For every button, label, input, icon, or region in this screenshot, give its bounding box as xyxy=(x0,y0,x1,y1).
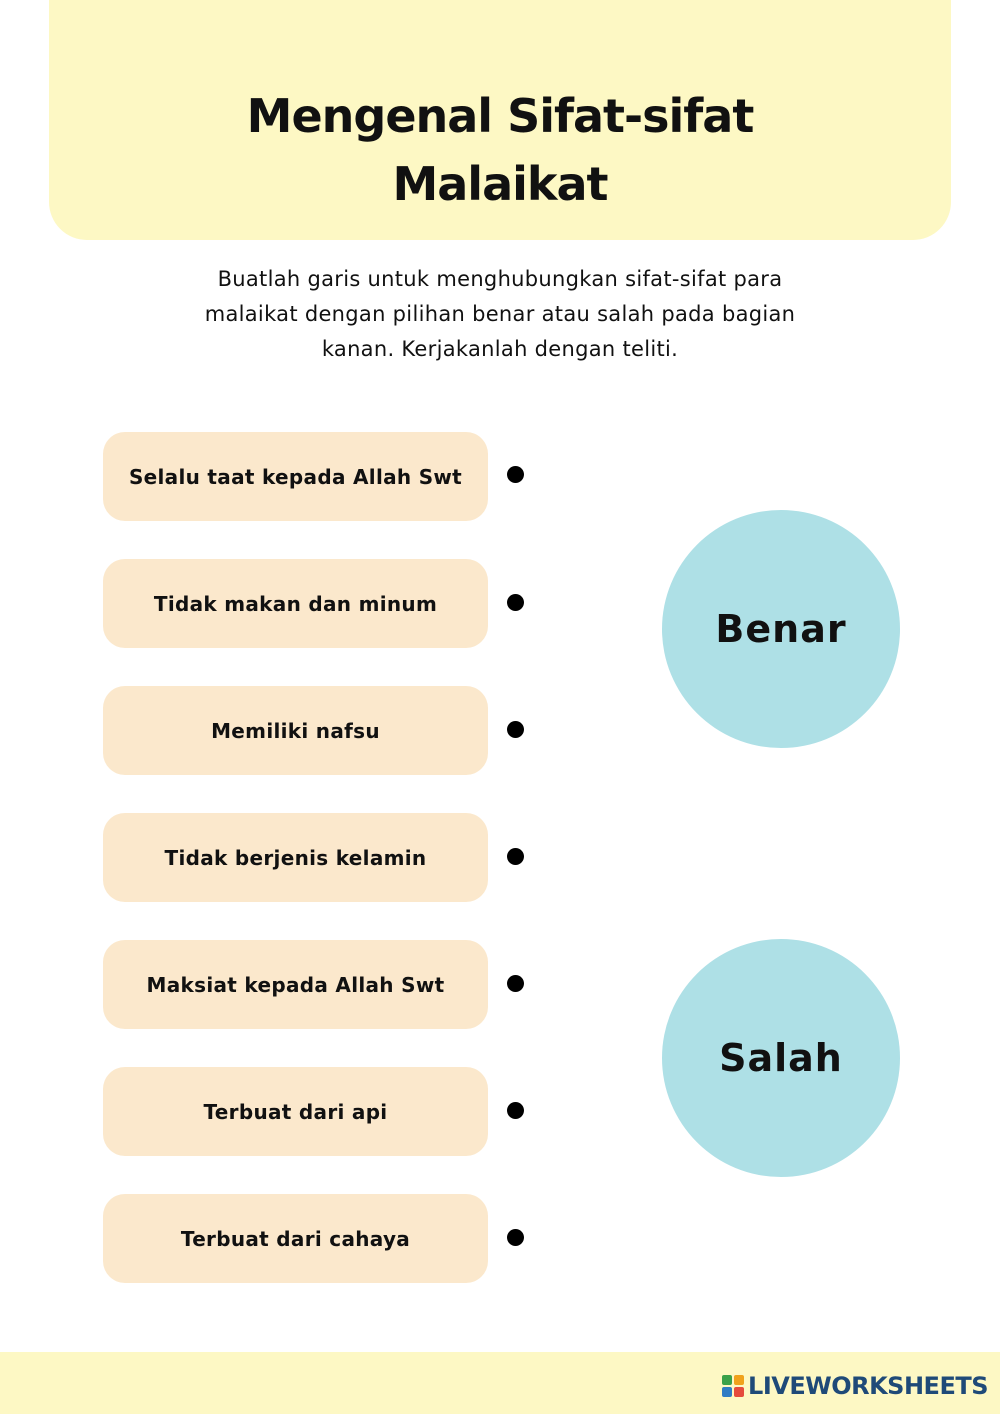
statement-card-2 xyxy=(103,559,488,648)
page-title-line-1: Mengenal Sifat-sifat xyxy=(246,89,754,143)
instructions-line-3: kanan. Kerjakanlah dengan teliti. xyxy=(321,337,679,361)
statement-card-5 xyxy=(103,940,488,1029)
instructions-line-2: malaikat dengan pilihan benar atau salah pada bagian xyxy=(204,302,796,326)
brand-name: LIVEWORKSHEETS xyxy=(748,1372,988,1400)
statement-dot-4[interactable] xyxy=(507,848,524,865)
statement-label: Maksiat kepada Allah Swt xyxy=(146,972,445,997)
statement-label: Tidak makan dan minum xyxy=(153,591,438,616)
statement-dot-2[interactable] xyxy=(507,594,524,611)
statement-dot-3[interactable] xyxy=(507,721,524,738)
logo-square-orange xyxy=(734,1375,744,1385)
logo-square-red xyxy=(734,1387,744,1397)
statement-dot-1[interactable] xyxy=(507,466,524,483)
answer-benar-label: Benar xyxy=(715,607,847,651)
page-title xyxy=(0,82,1000,218)
statement-dot-7[interactable] xyxy=(507,1229,524,1246)
statement-label: Tidak berjenis kelamin xyxy=(164,845,427,870)
logo-square-blue xyxy=(722,1387,732,1397)
statement-label: Memiliki nafsu xyxy=(211,718,380,743)
statement-label: Selalu taat kepada Allah Swt xyxy=(128,464,463,489)
answer-benar-circle[interactable] xyxy=(662,510,900,748)
statement-card-1 xyxy=(103,432,488,521)
brand-logo xyxy=(722,1372,988,1400)
answer-salah-label: Salah xyxy=(719,1036,843,1080)
statement-dot-6[interactable] xyxy=(507,1102,524,1119)
liveworksheets-logo-icon xyxy=(722,1375,744,1397)
logo-square-green xyxy=(722,1375,732,1385)
statement-dot-5[interactable] xyxy=(507,975,524,992)
statement-card-4 xyxy=(103,813,488,902)
page-title-line-2: Malaikat xyxy=(392,157,608,211)
statement-card-3 xyxy=(103,686,488,775)
instructions xyxy=(150,262,850,367)
statement-label: Terbuat dari api xyxy=(203,1099,388,1124)
answer-salah-circle[interactable] xyxy=(662,939,900,1177)
statement-card-7 xyxy=(103,1194,488,1283)
statement-label: Terbuat dari cahaya xyxy=(180,1226,411,1251)
instructions-line-1: Buatlah garis untuk menghubungkan sifat-sifat para xyxy=(217,267,783,291)
statement-card-6 xyxy=(103,1067,488,1156)
